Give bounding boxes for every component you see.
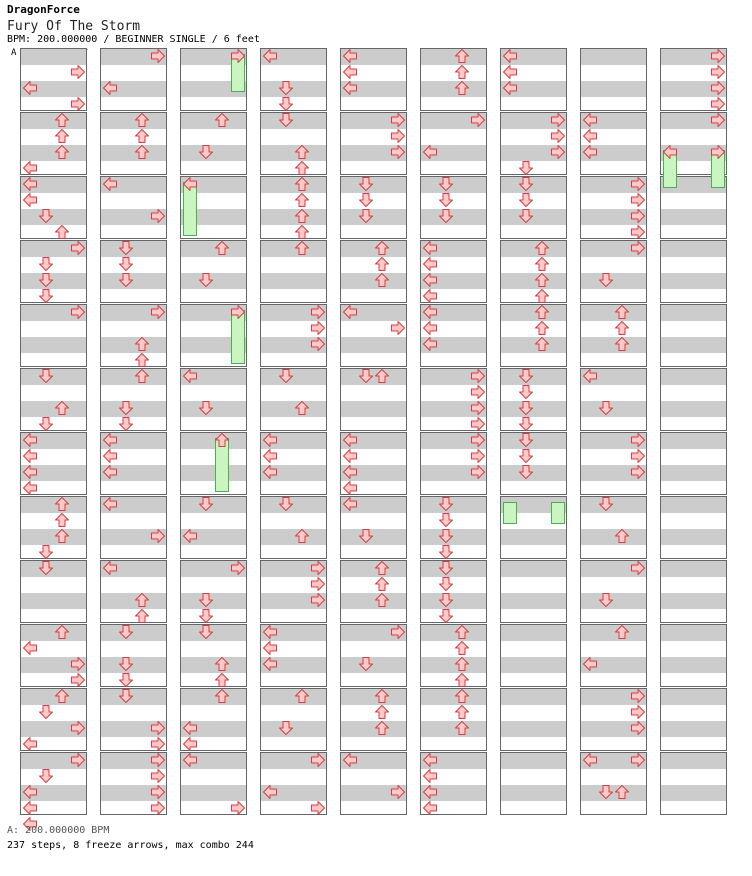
measure-box [660,240,727,303]
step-arrow [182,176,198,192]
step-arrow [294,176,310,192]
measure-box [660,624,727,687]
step-arrow [438,576,454,592]
step-arrow [390,320,406,336]
step-arrow [470,448,486,464]
step-arrow [22,464,38,480]
step-arrow [70,64,86,80]
step-arrow [342,448,358,464]
step-arrow [342,80,358,96]
step-arrow [22,432,38,448]
step-arrow [22,640,38,656]
step-arrow [422,256,438,272]
step-arrow [182,736,198,752]
step-arrow [150,784,166,800]
step-arrow [38,560,54,576]
step-arrow [150,736,166,752]
step-arrow [710,64,726,80]
step-arrow [70,656,86,672]
step-arrow [470,400,486,416]
measure-box [660,688,727,751]
step-arrow [278,496,294,512]
step-arrow [454,656,470,672]
step-arrow [470,368,486,384]
step-arrow [262,640,278,656]
step-arrow [70,304,86,320]
step-arrow [118,400,134,416]
step-arrow [470,416,486,432]
step-arrow [342,496,358,512]
step-arrow [22,176,38,192]
step-arrow [262,464,278,480]
step-arrow [710,80,726,96]
step-arrow [518,416,534,432]
step-arrow [582,656,598,672]
step-arrow [630,688,646,704]
step-arrow [358,176,374,192]
step-arrow [38,368,54,384]
step-arrow [630,720,646,736]
step-arrow [38,288,54,304]
step-arrow [38,768,54,784]
step-arrow [262,448,278,464]
step-arrow [102,464,118,480]
step-arrow [310,592,326,608]
step-arrow [230,304,246,320]
freeze-arrow [503,502,517,524]
step-arrow [230,560,246,576]
step-arrow [294,144,310,160]
step-arrow [630,464,646,480]
step-arrow [54,496,70,512]
step-arrow [54,624,70,640]
step-arrow [198,624,214,640]
step-arrow [518,448,534,464]
step-arrow [614,336,630,352]
step-arrow [470,112,486,128]
step-arrow [422,288,438,304]
step-arrow [118,656,134,672]
step-arrow [614,320,630,336]
measure-box [660,560,727,623]
step-arrow [134,368,150,384]
step-arrow [630,192,646,208]
step-arrow [342,304,358,320]
step-arrow [134,336,150,352]
step-arrow [454,640,470,656]
step-arrow [262,656,278,672]
step-arrow [214,240,230,256]
measure-box [500,560,567,623]
chart-info: BPM: 200.000000 / BEGINNER SINGLE / 6 feet [7,34,260,45]
step-arrow [118,272,134,288]
step-arrow [214,688,230,704]
step-arrow [550,128,566,144]
step-arrow [294,528,310,544]
step-arrow [630,704,646,720]
step-arrow [710,112,726,128]
step-arrow [422,752,438,768]
step-arrow [438,176,454,192]
step-arrow [150,48,166,64]
step-arrow [630,432,646,448]
step-arrow [438,192,454,208]
step-arrow [342,464,358,480]
step-arrow [310,304,326,320]
step-arrow [518,160,534,176]
step-arrow [422,336,438,352]
step-arrow [54,144,70,160]
step-arrow [262,432,278,448]
step-arrow [518,368,534,384]
step-arrow [102,432,118,448]
step-arrow [38,544,54,560]
step-arrow [134,608,150,624]
measure-box [500,752,567,815]
step-arrow [198,272,214,288]
step-arrow [358,368,374,384]
step-arrow [390,128,406,144]
step-arrow [102,448,118,464]
freeze-arrow [551,502,565,524]
step-arrow [630,176,646,192]
step-arrow [518,432,534,448]
step-arrow [262,624,278,640]
step-arrow [22,448,38,464]
step-arrow [54,512,70,528]
measure-box [660,496,727,559]
step-arrow [214,672,230,688]
step-arrow [294,160,310,176]
step-arrow [342,480,358,496]
step-arrow [438,544,454,560]
step-arrow [342,64,358,80]
step-arrow [358,656,374,672]
step-arrow [710,96,726,112]
step-arrow [198,400,214,416]
step-arrow [70,96,86,112]
step-arrow [422,272,438,288]
step-arrow [118,416,134,432]
step-arrow [550,144,566,160]
step-arrow [582,128,598,144]
step-arrow [630,560,646,576]
step-arrow [502,48,518,64]
step-arrow [470,432,486,448]
step-arrow [134,352,150,368]
step-arrow [118,240,134,256]
step-arrow [518,176,534,192]
step-arrow [374,368,390,384]
step-arrow [150,208,166,224]
step-arrow [70,720,86,736]
step-arrow [54,400,70,416]
step-arrow [118,672,134,688]
step-arrow [614,784,630,800]
step-arrow [422,784,438,800]
step-arrow [438,496,454,512]
step-arrow [358,528,374,544]
step-arrow [38,256,54,272]
step-arrow [294,224,310,240]
step-arrow [358,208,374,224]
step-arrow [150,528,166,544]
step-arrow [22,80,38,96]
step-arrow [150,720,166,736]
step-arrow [54,224,70,240]
step-arrow [454,48,470,64]
step-arrow [438,608,454,624]
step-arrow [310,320,326,336]
step-arrow [374,592,390,608]
step-arrow [102,80,118,96]
step-arrow [134,112,150,128]
step-arrow [614,304,630,320]
step-arrow [454,80,470,96]
step-arrow [374,256,390,272]
step-arrow [294,688,310,704]
measure-box [500,624,567,687]
step-arrow [518,192,534,208]
step-arrow [422,800,438,816]
step-arrow [118,256,134,272]
step-arrow [22,784,38,800]
step-arrow [294,400,310,416]
step-arrow [598,784,614,800]
song-title: Fury Of The Storm [7,19,141,34]
step-arrow [102,176,118,192]
step-arrow [278,720,294,736]
step-arrow [534,240,550,256]
step-arrow [150,304,166,320]
step-arrow [582,144,598,160]
step-arrow [294,192,310,208]
step-arrow [374,272,390,288]
step-arrow [454,720,470,736]
step-arrow [278,368,294,384]
step-arrow [150,752,166,768]
measure-box [500,688,567,751]
step-arrow [310,752,326,768]
step-arrow [454,624,470,640]
step-arrow [134,144,150,160]
step-arrow [470,384,486,400]
step-arrow [534,256,550,272]
step-arrow [630,208,646,224]
step-arrow [182,752,198,768]
step-arrow [374,560,390,576]
step-arrow [22,192,38,208]
step-arrow [150,768,166,784]
step-arrow [278,112,294,128]
step-arrow [662,144,678,160]
step-arrow [614,528,630,544]
step-arrow [438,512,454,528]
step-arrow [278,80,294,96]
step-arrow [630,448,646,464]
step-arrow [198,608,214,624]
step-arrow [422,144,438,160]
measure-box [660,752,727,815]
step-arrow [198,592,214,608]
step-arrow [518,464,534,480]
step-arrow [54,528,70,544]
step-arrow [278,96,294,112]
step-arrow [422,304,438,320]
step-arrow [182,368,198,384]
step-arrow [294,208,310,224]
measure-box [660,304,727,367]
step-arrow [534,336,550,352]
step-arrow [438,592,454,608]
step-arrow [598,272,614,288]
step-arrow [54,128,70,144]
step-arrow [518,400,534,416]
step-arrow [22,160,38,176]
step-arrow [38,704,54,720]
step-arrow [342,432,358,448]
step-arrow [230,48,246,64]
step-arrow [454,704,470,720]
step-arrow [422,240,438,256]
step-arrow [38,416,54,432]
step-arrow [198,144,214,160]
step-arrow [438,560,454,576]
measure-box [660,432,727,495]
step-arrow [630,224,646,240]
step-arrow [22,480,38,496]
step-arrow [374,576,390,592]
step-arrow [150,800,166,816]
step-arrow [534,304,550,320]
step-arrow [358,192,374,208]
chart-stats: 237 steps, 8 freeze arrows, max combo 244 [7,840,254,851]
step-arrow [102,560,118,576]
step-arrow [470,464,486,480]
step-arrow [630,752,646,768]
step-arrow [454,672,470,688]
step-arrow [262,784,278,800]
bpm-change-marker: A [11,48,17,58]
step-arrow [310,560,326,576]
step-arrow [38,208,54,224]
step-arrow [54,112,70,128]
step-arrow [710,48,726,64]
step-arrow [582,752,598,768]
measure-box [660,368,727,431]
step-arrow [198,496,214,512]
step-arrow [710,144,726,160]
step-arrow [518,208,534,224]
step-arrow [374,240,390,256]
step-arrow [342,752,358,768]
step-arrow [390,624,406,640]
step-arrow [294,240,310,256]
step-arrow [134,128,150,144]
step-arrow [502,80,518,96]
step-arrow [438,528,454,544]
step-arrow [438,208,454,224]
step-arrow [310,336,326,352]
step-arrow [550,112,566,128]
step-arrow [118,688,134,704]
step-arrow [54,688,70,704]
step-arrow [390,784,406,800]
step-arrow [342,48,358,64]
step-arrow [582,368,598,384]
step-arrow [134,592,150,608]
step-arrow [598,592,614,608]
step-arrow [374,704,390,720]
step-arrow [310,800,326,816]
step-arrow [22,800,38,816]
step-arrow [310,576,326,592]
step-arrow [70,240,86,256]
step-arrow [102,496,118,512]
step-arrow [70,672,86,688]
step-arrow [454,64,470,80]
step-arrow [598,496,614,512]
bpm-legend: A: 200.000000 BPM [7,825,110,836]
step-arrow [70,752,86,768]
step-arrow [230,800,246,816]
step-arrow [118,624,134,640]
step-arrow [502,64,518,80]
step-arrow [598,400,614,416]
step-arrow [534,320,550,336]
step-arrow [454,688,470,704]
step-arrow [534,288,550,304]
step-arrow [182,528,198,544]
step-arrow [582,112,598,128]
step-arrow [390,112,406,128]
step-arrow [374,688,390,704]
step-arrow [534,272,550,288]
song-artist: DragonForce [7,3,80,16]
step-arrow [262,48,278,64]
step-arrow [422,768,438,784]
step-arrow [38,272,54,288]
step-arrow [422,320,438,336]
step-arrow [22,736,38,752]
step-arrow [518,384,534,400]
step-arrow [182,720,198,736]
measure-box [580,48,647,111]
step-arrow [214,112,230,128]
step-arrow [214,432,230,448]
step-arrow [630,240,646,256]
step-arrow [214,656,230,672]
step-arrow [614,624,630,640]
step-arrow [374,720,390,736]
step-arrow [390,144,406,160]
